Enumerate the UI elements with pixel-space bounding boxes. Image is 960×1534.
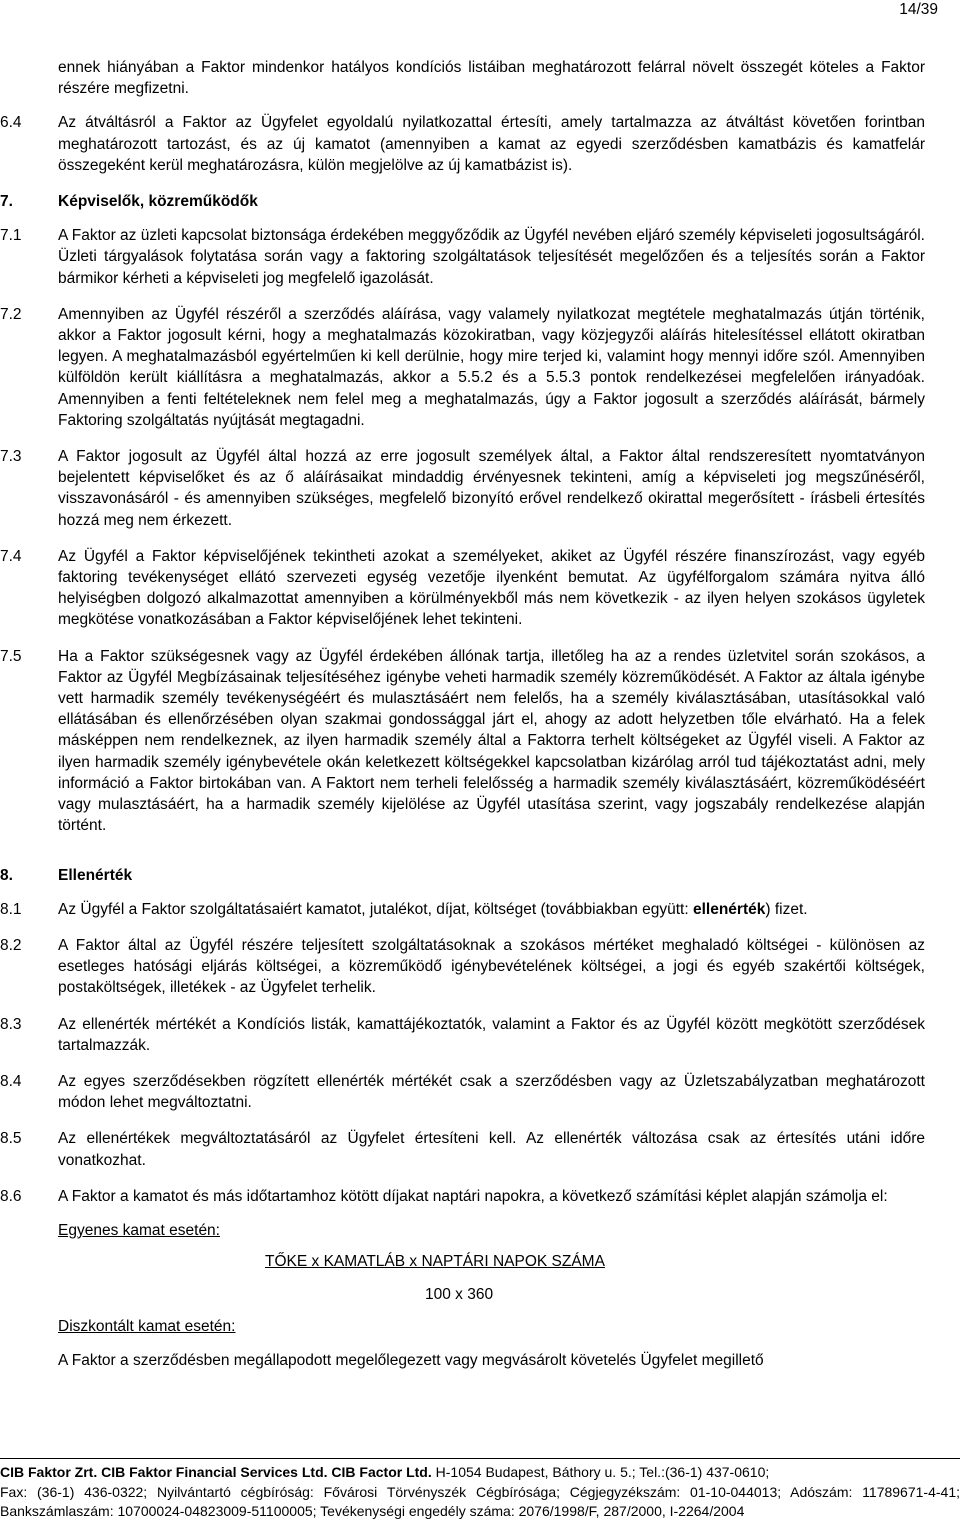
formula-numerator: TŐKE x KAMATLÁB x NAPTÁRI NAPOK SZÁMA <box>265 1253 605 1271</box>
paragraph-text: Az Ügyfél a Faktor szolgáltatásaiért kamatot, jutalékot, díjat, költséget (továbbiakban együtt: <box>58 900 693 918</box>
paragraph-text: Amennyiben az Ügyfél részéről a szerződés aláírása, vagy valamely nyilatkozat megtétele meghatalmazás útján történik, akkor a Faktor jogosult kérni, hogy a meghatalmazás közokiratban, vagy közjegyzői aláírás hitelesítéssel ellátott okiratban legyen. A meghatalmazásból egyértelműen ki kell derülnie, hogy mire terjed ki, valamint hogy mennyi időre szól. Amennyiben külföldön került kiállításra a meghatalmazás, akkor a 5.5.2 és a 5.5.3 pontok rendelkezései megfelelően irányadóak. Amennyiben a fenti feltételeknek nem felel meg a meghatalmazás, úgy a Faktor jogosult a szerződés aláírását, bármely Faktoring szolgáltatás nyújtását megtagadni. <box>58 305 925 429</box>
paragraph-7-2 <box>0 304 960 431</box>
paragraph-text: A Faktor a kamatot és más időtartamhoz kötött díjakat naptári napokra, a következő számítási képlet alapján számolja el: <box>58 1187 888 1205</box>
footer-line-company <box>0 1463 960 1483</box>
section-number: 8. <box>0 866 13 884</box>
simple-interest-label: Egyenes kamat esetén: <box>58 1221 220 1239</box>
paragraph-number: 8.6 <box>0 1187 22 1205</box>
paragraph-number: 7.5 <box>0 647 22 665</box>
paragraph-8-4 <box>0 1071 960 1113</box>
discount-interest-label: Diszkontált kamat esetén: <box>58 1317 236 1335</box>
footer-line-registry: Fax: (36-1) 436-0322; Nyilvántartó cégbíróság: Fővárosi Törvényszék Cégbírósága; Cégjegyzékszám: 01-10-044013; Adószám: 11789671-4-41; Bankszámlaszám: 10700024-04823009-51100005; Tevékenységi engedély száma: 2076/1998/F, 287/2000, I-2264/2004 <box>0 1483 960 1519</box>
paragraph-8-1 <box>0 899 960 920</box>
section-8-heading <box>0 865 960 886</box>
paragraph-text: Az Ügyfél a Faktor képviselőjének tekintheti azokat a személyeket, akiket az Ügyfél részére finanszírozást, vagy egyéb faktoring tevékenységet ellátó szervezeti egység vezetője ilyenként bemutat. Az ügyfélforgalom számára nyitva álló helyiségben dolgozó alkalmazottat amennyiben a körülményekből más nem következik - az ilyen helyen szokásos ügyletek megkötése vonatkozásában a Faktor képviselőjének lehet tekinteni. <box>58 547 925 629</box>
intro-paragraph <box>0 57 960 99</box>
paragraph-8-5 <box>0 1128 960 1170</box>
paragraph-number: 6.4 <box>0 114 22 132</box>
defined-term: ellenérték <box>692 900 766 918</box>
paragraph-text-end: ) fizet. <box>765 900 808 918</box>
paragraph-text: Az ellenértékek megváltoztatásáról az Ügyfelet értesíteni kell. Az ellenérték változása csak az értesítés utáni időre vonatkozhat. <box>58 1130 925 1169</box>
paragraph-text: Ha a Faktor szükségesnek vagy az Ügyfél érdekében állónak tartja, illetőleg ha az a rendes üzletvitel során szokásos, a Faktor az Ügyfél Megbízásainak teljesítéséhez igénybe veheti harmadik személy közreműködését. A Faktor az általa igénybe vett harmadik személy tevékenységéért és mulasztásáért nem felelős, ha a személy kiválasztásában, utasításokkal való ellátásában és ellenőrzésében olyan szakmai gondossággal járt el, ahogy az adott helyzetben tőle elvárható. Ha a felek másképpen nem rendelkeznek, az ilyen harmadik személy által a Faktorra terhelt költségeket az Ügyfél viseli. A Faktor az ilyen harmadik személy igénybevétele okán keletkezett költségekkel kapcsolatban kizárólag arról tud tájékoztatást adni, mely információ a Faktor birtokában van. A Faktort nem terheli felelősség a harmadik személy kiválasztásáért, közreműködéséért vagy mulasztásáért, ha a harmadik személy kijelölése az Ügyfél utasítása szerint, vagy jogszabály rendelkezése alapján történt. <box>58 647 925 835</box>
section-number: 7. <box>0 193 13 211</box>
paragraph-6-4 <box>0 112 960 176</box>
paragraph-8-2 <box>0 935 960 999</box>
paragraph-text: A Faktor jogosult az Ügyfél által hozzá az erre jogosult személyek által, a Faktor által rendszeresített nyomtatványon bejelentett képviselőket és az ő aláírásaikat mindaddig érvényesnek tekinteni, amíg a képviseleti jog megszűnéséről, visszavonásáról - és amennyiben szükséges, megfelelő bizonyító erővel rendelkező okirattal megerősített - írásbeli értesítés hozzá meg nem érkezett. <box>58 448 925 529</box>
section-title: Képviselők, közreműködők <box>58 193 258 211</box>
document-body <box>0 57 960 1371</box>
intro-text: ennek hiányában a Faktor mindenkor hatályos kondíciós listáiban meghatározott felárral növelt összegét köteles a Faktor részére megfizetni. <box>58 59 925 98</box>
formula-denominator: 100 x 360 <box>425 1286 494 1304</box>
paragraph-number: 7.4 <box>0 547 22 565</box>
paragraph-text: A Faktor által az Ügyfél részére teljesített szolgáltatásoknak a szokásos mértéket meghaladó költségei - különösen az esetleges hatósági eljárás költségei, a közreműködő igénybevételének költségei, a jogi és egyéb szakértői költségek, postaköltségek, illetékek - az Ügyfelet terhelik. <box>58 936 925 997</box>
paragraph-text: Az átváltásról a Faktor az Ügyfelet egyoldalú nyilatkozattal értesíti, amely tartalmazza az átváltást követően forintban meghatározott tartozást, és az új kamatot (amennyiben a kamat az egyedi szerződésben kamatbázis és kamatfelár összegeként kerül meghatározásra, külön megjelölve az új kamatbázist is). <box>58 114 925 174</box>
paragraph-number: 7.1 <box>0 227 22 245</box>
paragraph-number: 8.3 <box>0 1015 22 1033</box>
closing-line <box>0 1350 960 1371</box>
interest-formula <box>0 1220 960 1337</box>
paragraph-number: 7.2 <box>0 305 22 323</box>
paragraph-number: 8.1 <box>0 900 22 918</box>
paragraph-text: Az ellenérték mértékét a Kondíciós listák, kamattájékoztatók, valamint a Faktor és az Ügyfél között megkötött szerződések tartalmazzák. <box>58 1015 925 1054</box>
paragraph-8-6 <box>0 1186 960 1207</box>
paragraph-7-1 <box>0 225 960 289</box>
paragraph-number: 7.3 <box>0 448 22 466</box>
paragraph-number: 8.5 <box>0 1130 22 1148</box>
paragraph-text: Az egyes szerződésekben rögzített ellenérték mértékét csak a szerződésben vagy az Üzletszabályzatban meghatározott módon lehet megváltoztatni. <box>58 1072 925 1112</box>
page-number: 14/39 <box>899 1 938 18</box>
paragraph-text: A Faktor az üzleti kapcsolat biztonsága érdekében meggyőződik az Ügyfél nevében eljáró személy képviseleti jogosultságáról. Üzleti tárgyalások folytatása során vagy a faktoring szolgáltatások teljesítését megelőzően és a teljesítés során a Faktor bármikor kérheti a képviseleti jog megfelelő igazolását. <box>58 227 925 287</box>
paragraph-7-3 <box>0 446 960 531</box>
paragraph-number: 8.2 <box>0 936 22 954</box>
section-7-heading <box>0 191 960 212</box>
paragraph-7-4 <box>0 546 960 631</box>
footer-address: H-1054 Budapest, Báthory u. 5.; Tel.:(36-1) 437-0610; <box>431 1464 770 1480</box>
page-footer <box>0 1458 960 1522</box>
paragraph-number: 8.4 <box>0 1072 22 1090</box>
paragraph-7-5 <box>0 646 960 837</box>
footer-company-names: CIB Faktor Zrt. CIB Faktor Financial Services Ltd. CIB Factor Ltd. <box>0 1464 432 1480</box>
paragraph-8-3 <box>0 1014 960 1056</box>
section-title: Ellenérték <box>58 866 133 884</box>
closing-text: A Faktor a szerződésben megállapodott megelőlegezett vagy megvásárolt követelés Ügyfelet megillető <box>58 1351 764 1369</box>
